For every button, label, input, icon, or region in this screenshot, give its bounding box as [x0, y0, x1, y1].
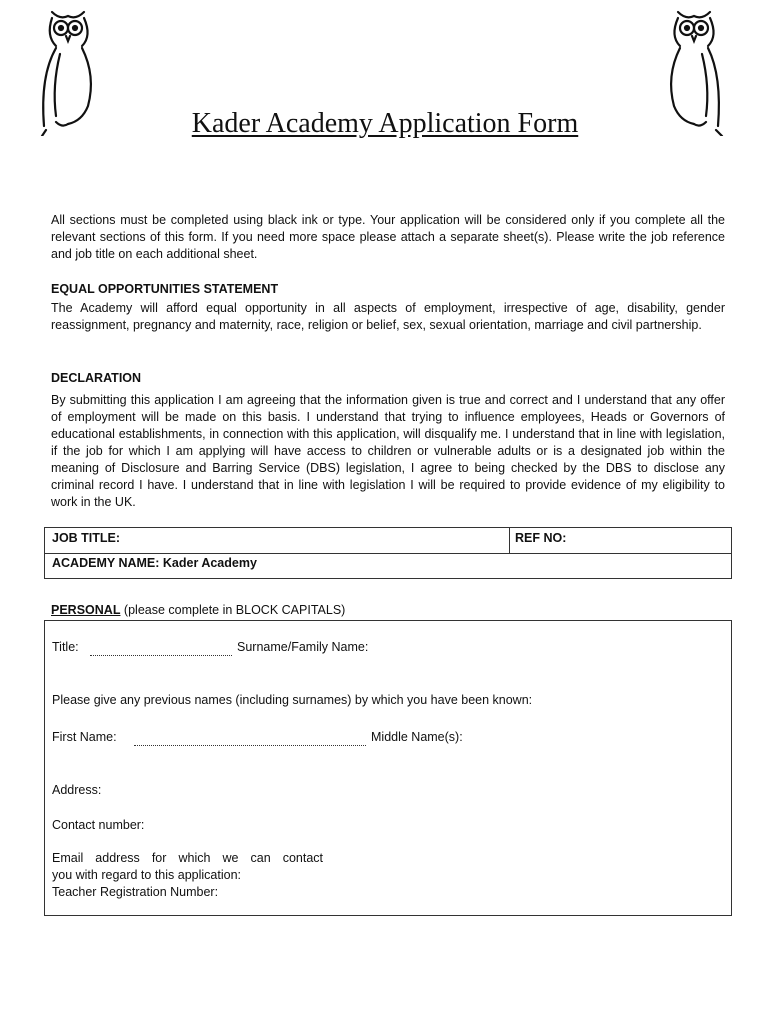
address-label: Address: [52, 783, 102, 797]
contact-number-label: Contact number: [52, 818, 145, 832]
declaration-text: By submitting this application I am agreeing that the information given is true and correct and I understand that any offer of employment will be made on this basis. I understand that trying to influence employees, Heads or Governors of educational establishments, in connection with this application, will disqualify me. I understand that in line with legislation, if the job for which I am applying will have access to children or vulnerable adults or is a designated job within the meaning of Disclosure and Barring Service (DBS) legislation, I agree to being checked by the DBS to disclose any criminal record I have. I understand that in line with legislation I will be required to provide evidence of my eligibility to work in the UK. [51, 393, 725, 509]
first-name-label: First Name: [52, 730, 117, 744]
email-label-line2: you with regard to this application: [52, 868, 241, 882]
declaration-heading: DECLARATION [51, 371, 142, 385]
job-title-label: JOB TITLE: [52, 531, 121, 545]
job-details-table [44, 527, 732, 579]
table-divider-horizontal [45, 553, 731, 554]
title-label: Title: [52, 640, 79, 654]
first-name-field[interactable] [134, 745, 366, 746]
teacher-registration-label: Teacher Registration Number: [52, 885, 219, 899]
equal-opportunities-text: The Academy will afford equal opportunity in all aspects of employment, irrespective of age, disability, gender reassignment, pregnancy and maternity, race, religion or belief, sex, sexual orientation, marriage and civil partnership. [51, 301, 725, 332]
email-label-line1: Email address for which we can contact [52, 851, 323, 865]
intro-paragraph: All sections must be completed using black ink or type. Your application will be considered only if you complete all the relevant sections of this form. If you need more space please attach a separate sheet(s). Please write the job reference and job title on each additional sheet. [51, 213, 725, 261]
personal-heading-bold: PERSONAL [51, 603, 121, 617]
ref-no-label: REF NO: [515, 531, 567, 545]
title-field[interactable] [90, 655, 232, 656]
surname-label: Surname/Family Name: [237, 640, 369, 654]
middle-names-label: Middle Name(s): [371, 730, 463, 744]
personal-section-heading [51, 603, 345, 617]
equal-opportunities-heading: EQUAL OPPORTUNITIES STATEMENT [51, 282, 279, 296]
academy-name-label: ACADEMY NAME: Kader Academy [52, 556, 257, 570]
previous-names-label: Please give any previous names (including surnames) by which you have been known: [52, 693, 533, 707]
table-divider-vertical [509, 528, 510, 553]
personal-heading-note: (please complete in BLOCK CAPITALS) [120, 603, 346, 617]
page-title: Kader Academy Application Form [191, 108, 579, 139]
